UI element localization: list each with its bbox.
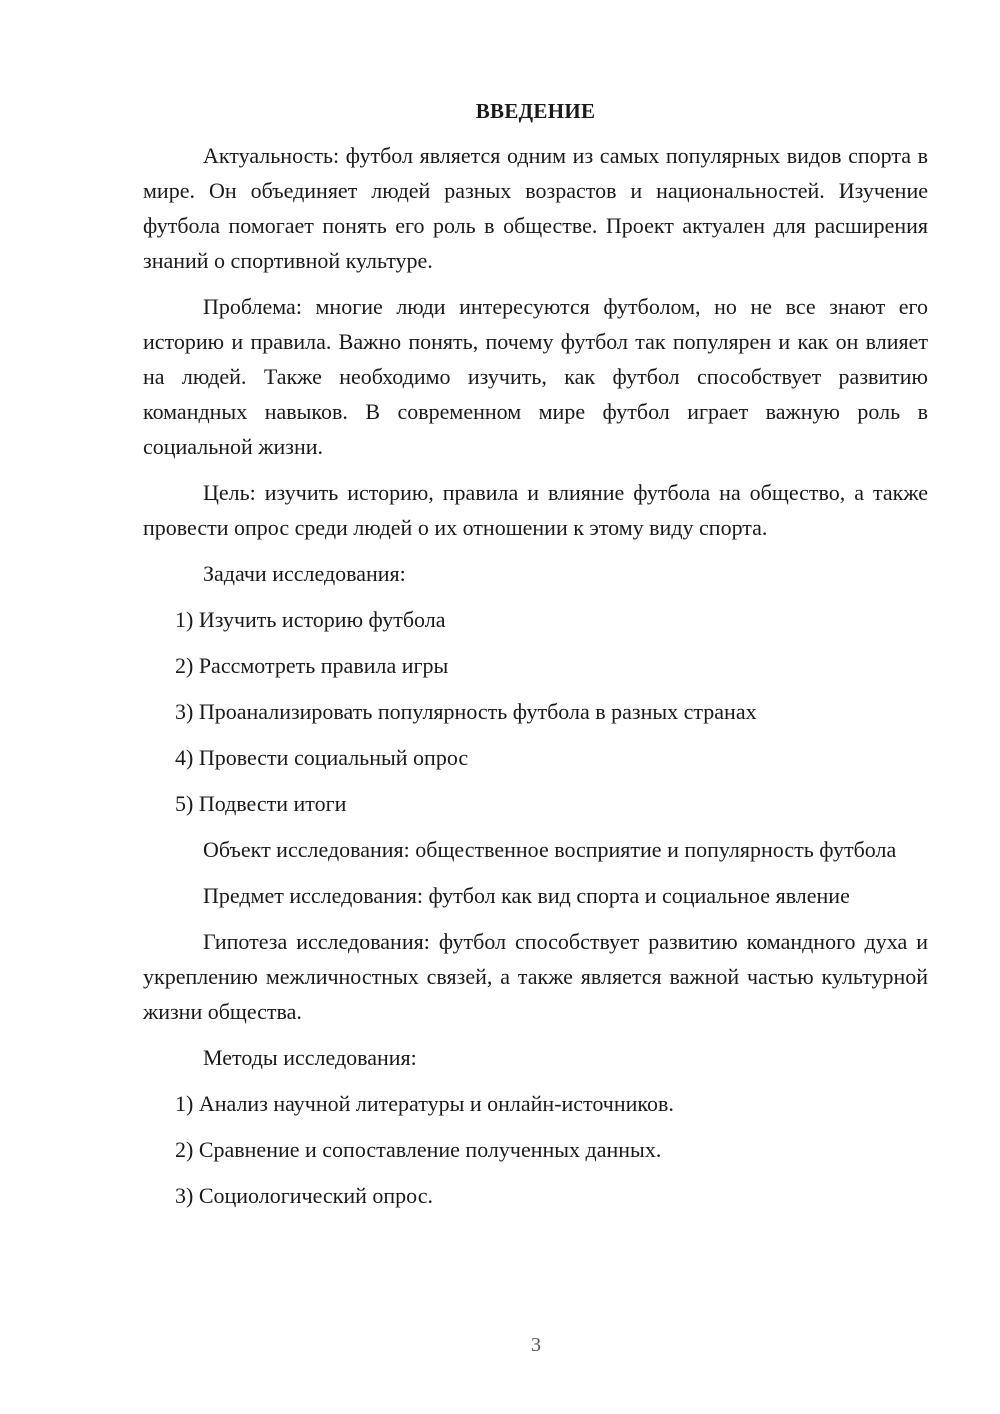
task-item: 5) Подвести итоги xyxy=(175,791,347,816)
methods-label: Методы исследования: xyxy=(203,1045,417,1070)
hypothesis-paragraph: Гипотеза исследования: футбол способствует развитию командного духа и укреплению межличностных связей, а также является важной частью культурной жизни общества. xyxy=(143,929,928,1024)
task-item: 2) Рассмотреть правила игры xyxy=(175,653,449,678)
object-paragraph: Объект исследования: общественное восприятие и популярность футбола xyxy=(203,837,897,862)
task-item: 1) Изучить историю футбола xyxy=(175,607,446,632)
method-item: 2) Сравнение и сопоставление полученных данных. xyxy=(175,1137,662,1162)
problem-paragraph: Проблема: многие люди интересуются футболом, но не все знают его историю и правила. Важно понять, почему футбол так популярен и как он влияет на людей. Также необходимо изучить, как футбол способствует развитию командных навыков. В современном мире футбол играет важную роль в социальной жизни. xyxy=(143,294,928,459)
task-item: 3) Проанализировать популярность футбола в разных странах xyxy=(175,699,757,724)
relevance-paragraph: Актуальность: футбол является одним из самых популярных видов спорта в мире. Он объединяет людей разных возрастов и национальностей. Изучение футбола помогает понять его роль в обществе. Проект актуален для расширения знаний о спортивной культуре. xyxy=(143,143,928,273)
page-number: 3 xyxy=(531,1334,541,1356)
subject-paragraph: Предмет исследования: футбол как вид спорта и социальное явление xyxy=(203,883,850,908)
section-heading: ВВЕДЕНИЕ xyxy=(475,99,596,123)
method-item: 3) Социологический опрос. xyxy=(175,1183,433,1208)
goal-paragraph: Цель: изучить историю, правила и влияние футбола на общество, а также провести опрос среди людей о их отношении к этому виду спорта. xyxy=(143,480,928,540)
method-item: 1) Анализ научной литературы и онлайн-источников. xyxy=(175,1091,674,1116)
page-content xyxy=(143,97,928,1224)
tasks-label: Задачи исследования: xyxy=(203,561,406,586)
task-item: 4) Провести социальный опрос xyxy=(175,745,469,770)
